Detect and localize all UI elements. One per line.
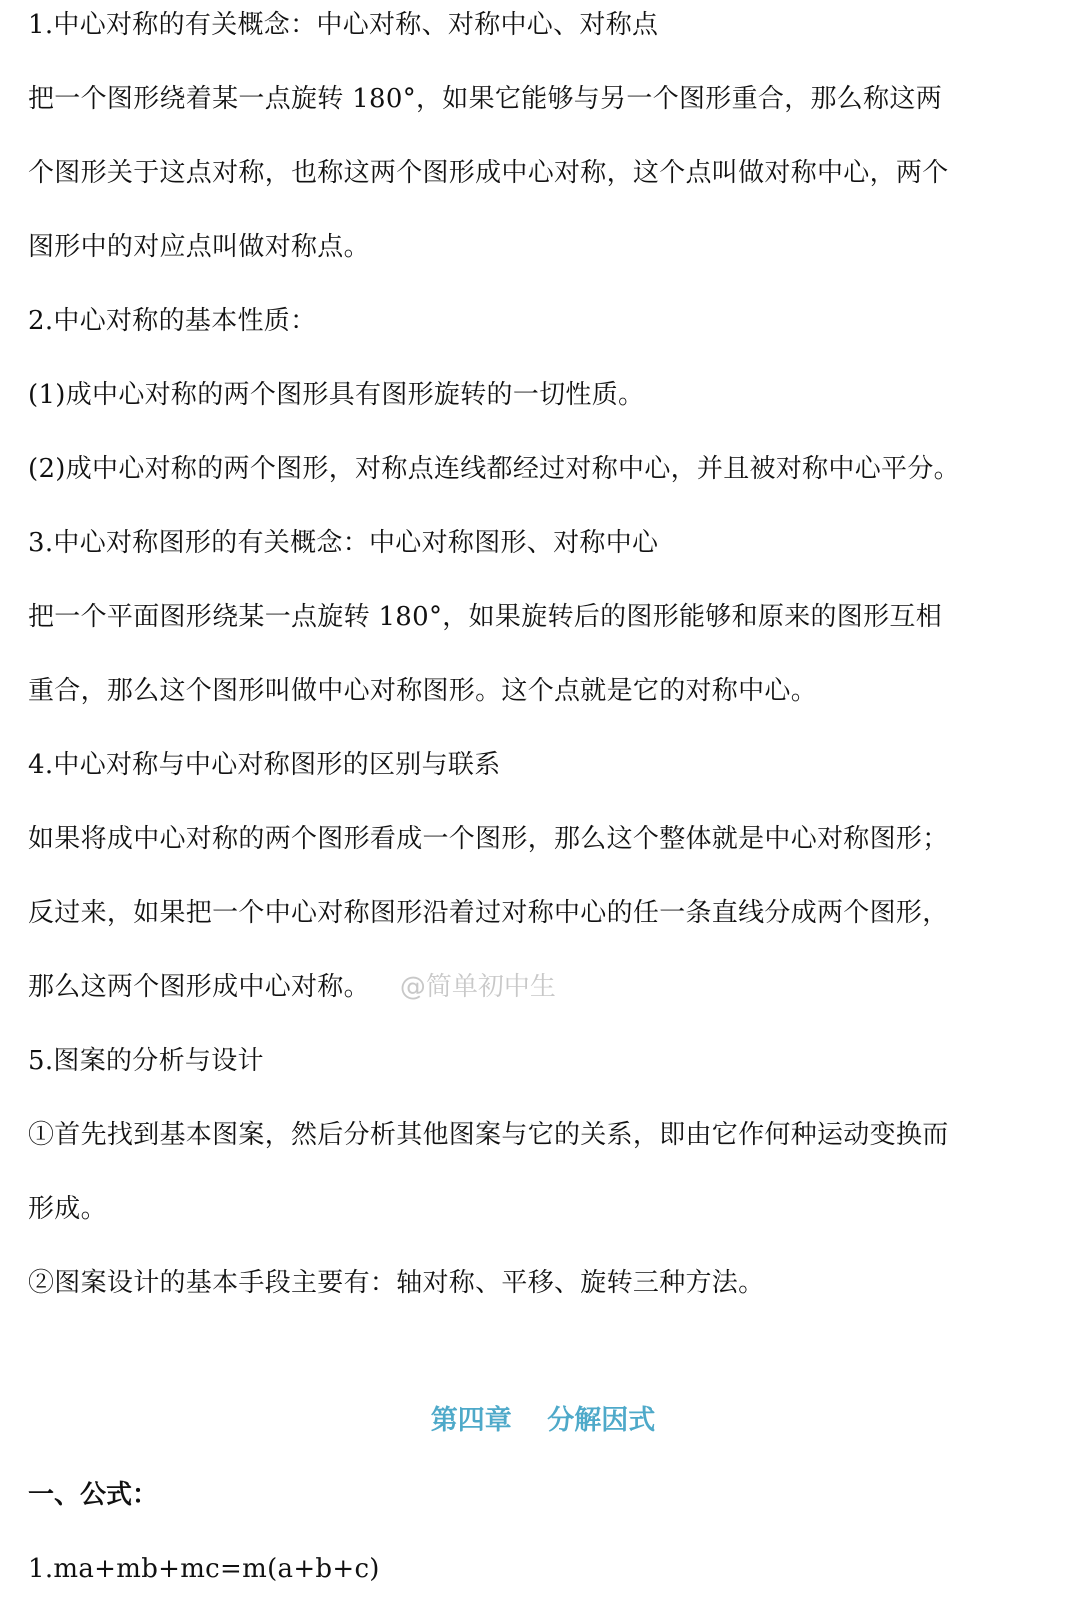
paragraph-line: 如果将成中心对称的两个图形看成一个图形，那么这个整体就是中心对称图形； [28,824,949,854]
paragraph-line: 把一个平面图形绕某一点旋转 180°，如果旋转后的图形能够和原来的图形互相 [28,602,942,632]
formula-line: 1.ma+mb+mc=m(a+b+c) [28,1554,380,1584]
watermark: @简单初中生 [399,972,556,1002]
heading-4-difference-and-relation: 4.中心对称与中心对称图形的区别与联系 [28,750,501,780]
paragraph-line: (1)成中心对称的两个图形具有图形旋转的一切性质。 [28,380,645,410]
chapter-title: 第四章 分解因式 [430,1405,656,1436]
paragraph-line-with-watermark [28,950,1058,1024]
paragraph-text: 那么这两个图形成中心对称。 [28,972,370,1002]
section-heading-formulas: 一、公式： [28,1480,159,1510]
paragraph-line: 反过来，如果把一个中心对称图形沿着过对称中心的任一条直线分成两个图形， [28,898,949,928]
heading-3-symmetric-figure-concepts: 3.中心对称图形的有关概念：中心对称图形、对称中心 [28,528,659,558]
paragraph-line: 个图形关于这点对称，也称这两个图形成中心对称，这个点叫做对称中心，两个 [28,158,949,188]
heading-5-pattern-design: 5.图案的分析与设计 [28,1046,264,1076]
paragraph-line: 形成。 [28,1194,107,1224]
paragraph-line: ①首先找到基本图案，然后分析其他图案与它的关系，即由它作何种运动变换而 [28,1120,949,1150]
paragraph-line: ②图案设计的基本手段主要有：轴对称、平移、旋转三种方法。 [28,1268,765,1298]
paragraph-line: 重合，那么这个图形叫做中心对称图形。这个点就是它的对称中心。 [28,676,818,706]
paragraph-line: 把一个图形绕着某一点旋转 180°，如果它能够与另一个图形重合，那么称这两 [28,84,942,114]
heading-1-central-symmetry-concepts: 1.中心对称的有关概念：中心对称、对称中心、对称点 [28,10,659,40]
paragraph-line: (2)成中心对称的两个图形，对称点连线都经过对称中心，并且被对称中心平分。 [28,454,960,484]
heading-2-basic-properties: 2.中心对称的基本性质： [28,306,317,336]
paragraph-line: 图形中的对应点叫做对称点。 [28,232,370,262]
section-spacer [28,1320,1058,1384]
